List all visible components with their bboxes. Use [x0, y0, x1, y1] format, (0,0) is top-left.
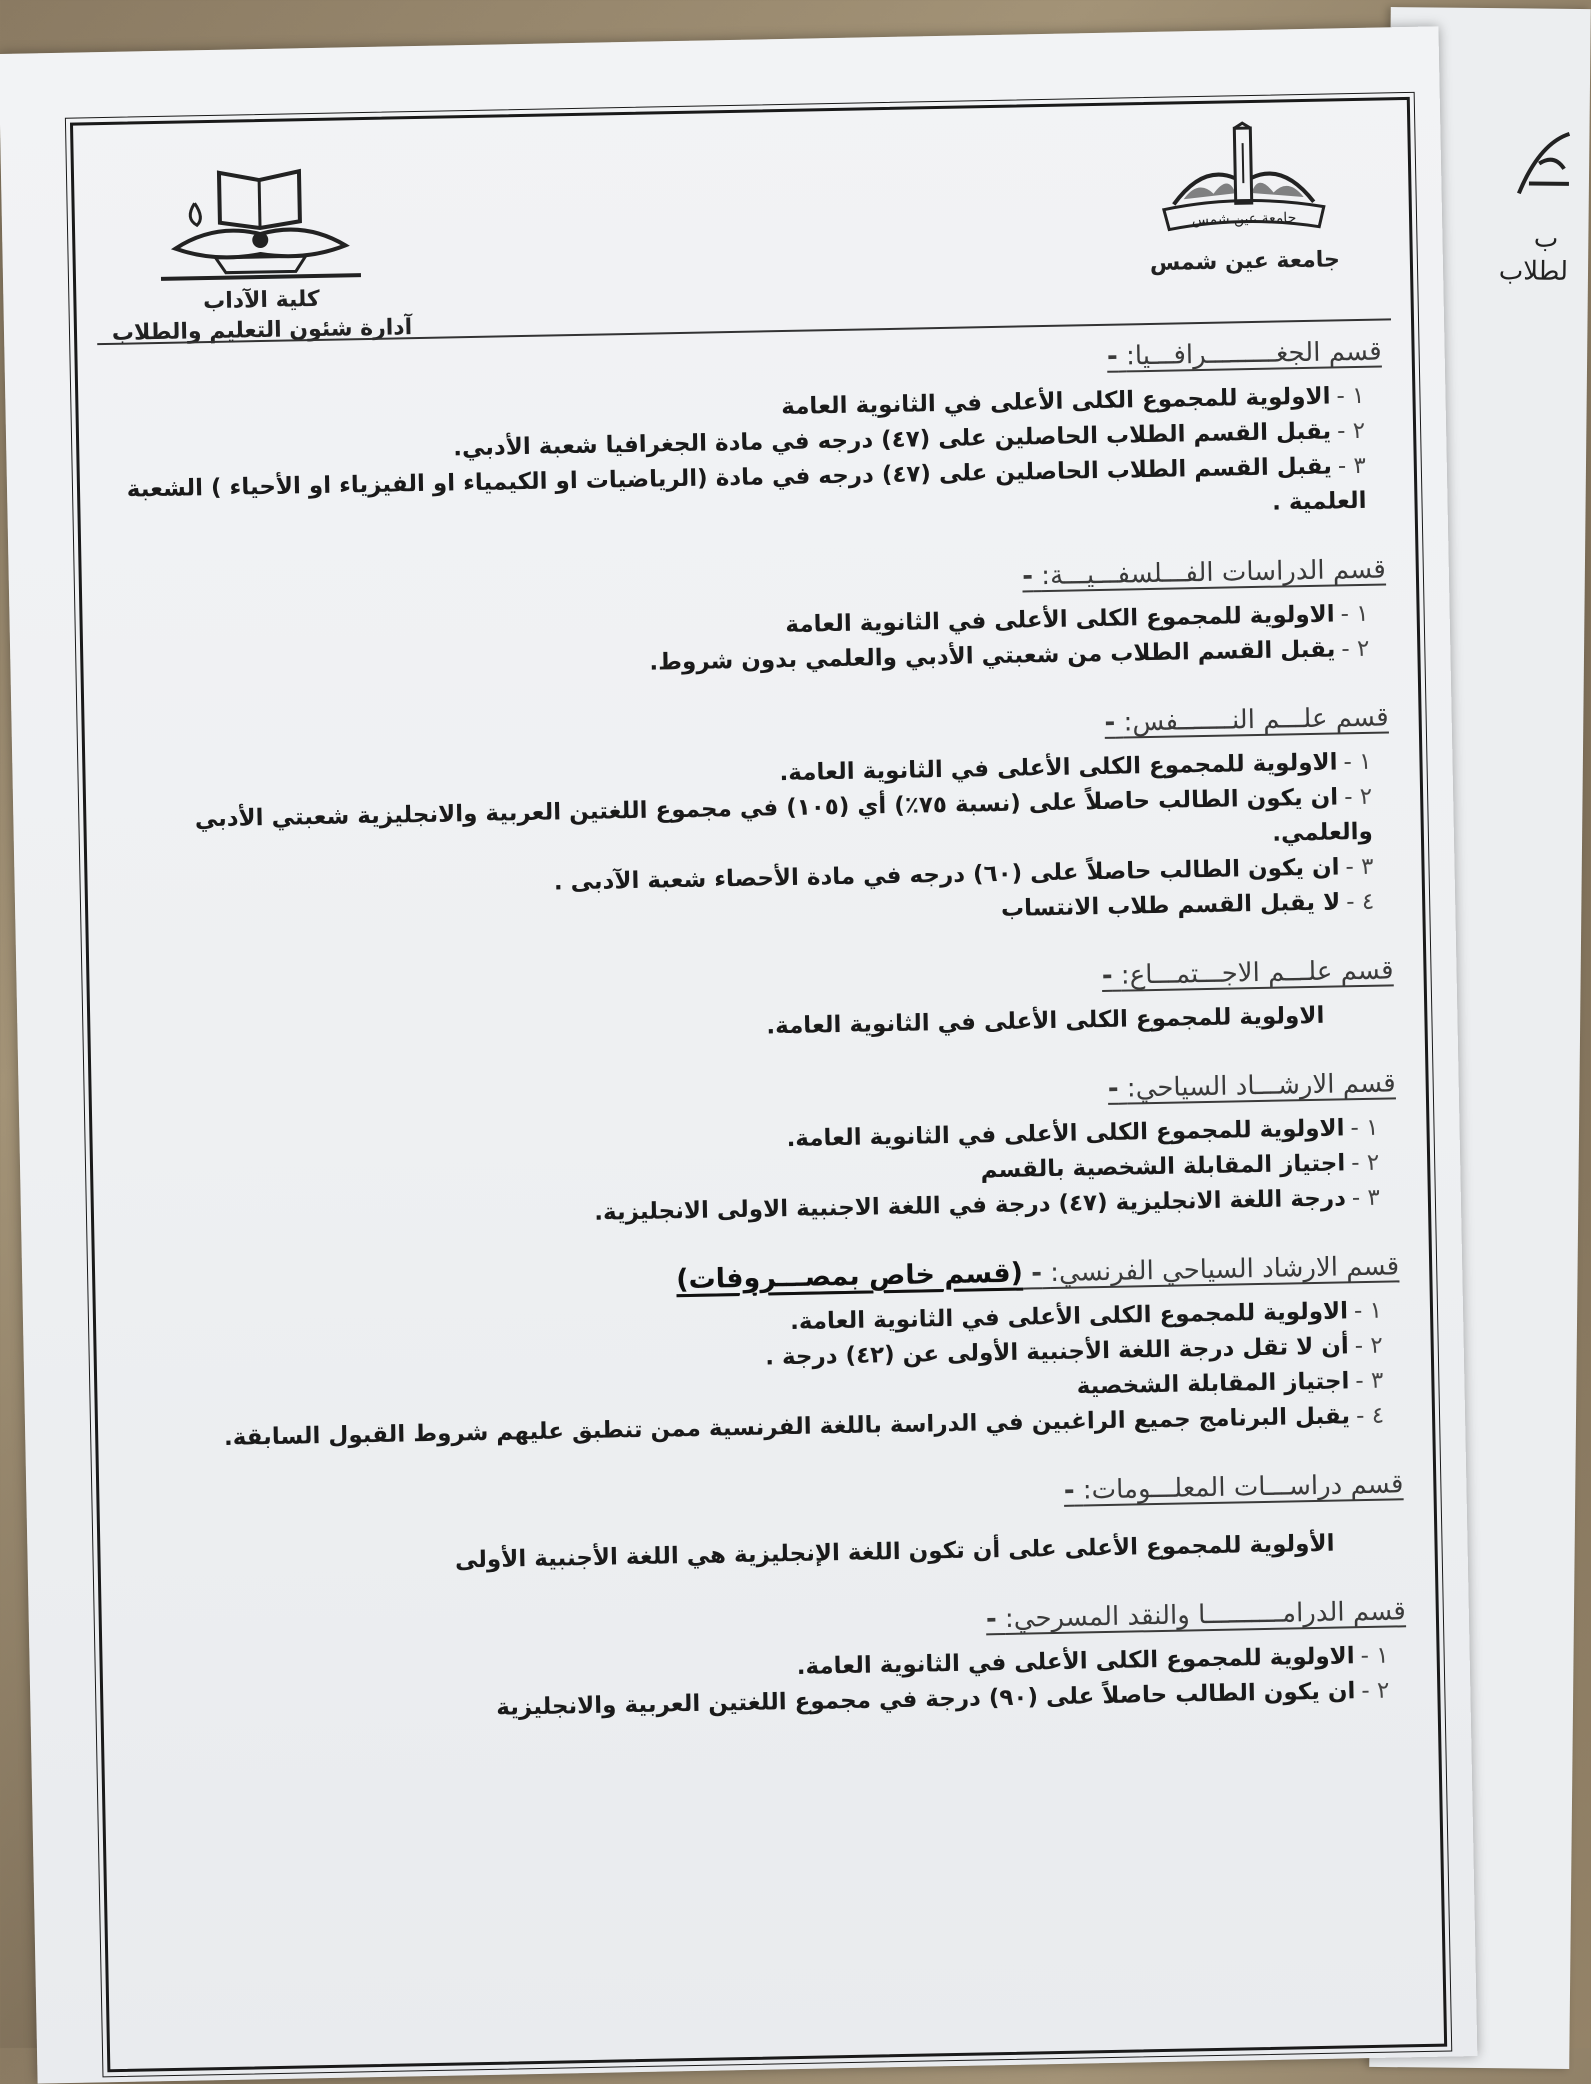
university-logo-text: جامعة عين شمس	[1191, 210, 1297, 229]
item-number: ٢ -	[1336, 417, 1366, 445]
university-name: جامعة عين شمس	[1149, 247, 1341, 276]
item-text: الاولوية للمجموع الكلى الأعلى في الثانوية العامة	[780, 383, 1331, 421]
item-text: اجتياز المقابلة الشخصية بالقسم	[980, 1150, 1346, 1184]
item-number: ١ -	[1340, 600, 1369, 628]
title-dash: -	[1107, 1073, 1119, 1104]
section-philosophy	[122, 550, 1388, 690]
item-text: يقبل القسم الطلاب الحاصلين على (٤٧) درجه في مادة الجغرافيا شعبة الأدبي.	[453, 418, 1332, 462]
page-border	[70, 97, 1447, 2072]
section-french-tourist-guidance	[135, 1247, 1402, 1457]
item-text: الاولوية للمجموع الكلى الأعلى في الثانوية العامة	[785, 601, 1335, 639]
section-geography	[117, 333, 1384, 543]
document-page	[0, 26, 1477, 2083]
item-number: ٣ -	[1345, 853, 1374, 881]
department-name: آدارة شئون التعليم والطلاب	[111, 315, 413, 346]
section-title: قسم علـــم الاجـــتمـــاع:	[1120, 955, 1394, 991]
item-number: ٣ -	[1355, 1367, 1384, 1395]
item-text: درجة اللغة الانجليزية (٤٧) درجة في اللغة الاجنبية الاولى الانجليزية.	[594, 1185, 1347, 1226]
title-dash: -	[1104, 707, 1116, 738]
document-body	[117, 333, 1408, 1751]
title-dash: -	[1063, 1475, 1075, 1506]
item-text: الأولوية للمجموع الأعلى على أن تكون اللغة الإنجليزية هي اللغة الأجنبية الأولى	[454, 1530, 1335, 1574]
item-number: ٣ -	[1351, 1184, 1381, 1212]
item-text: الاولوية للمجموع الكلى الأعلى في الثانوية العامة.	[796, 1643, 1355, 1680]
back-page-text: لطلاب	[1498, 256, 1569, 287]
item-number: ٢ -	[1354, 1332, 1383, 1360]
item-text: ان يكون الطالب حاصلاً على (٩٠) درجة في مجموع اللغتين العربية والانجليزية	[496, 1678, 1356, 1721]
item-text: أن لا تقل درجة اللغة الأجنبية الأولى عن (٤٢) درجة .	[764, 1333, 1349, 1371]
title-dash: -	[1101, 960, 1113, 991]
item-text: الاولوية للمجموع الكلى الأعلى في الثانوية العامة.	[779, 749, 1338, 787]
section-psychology	[125, 698, 1393, 943]
item-text: يقبل القسم الطلاب من شعبتي الأدبي والعلمي بدون شروط.	[649, 636, 1336, 676]
item-text: الاولوية للمجموع الكلى الأعلى في الثانوية العامة.	[789, 1298, 1349, 1336]
title-dash: -	[1021, 561, 1034, 592]
faculty-name: كلية الآداب	[202, 286, 320, 315]
item-number: ٤ -	[1345, 888, 1375, 916]
item-text: ان يكون الطالب حاصلاً على (نسبة ٧٥٪) أي (١٠٥) في مجموع اللغتين العربية والانجليزية شعبتي الأدبي والعلمي.	[194, 784, 1374, 847]
item-number: ٢ -	[1341, 635, 1370, 663]
section-title: قسم الدرامــــــــــا والنقد المسرحي:	[1004, 1596, 1407, 1634]
item-text: يقبل البرنامج جميع الراغبين في الدراسة باللغة الفرنسية ممن تنطبق عليهم شروط القبول السابقة.	[223, 1403, 1351, 1451]
section-title: قسم علـــم النـــــــفس:	[1123, 702, 1389, 738]
university-logo-icon	[1142, 121, 1344, 245]
faculty-header	[94, 159, 427, 349]
section-tourist-guidance	[132, 1064, 1399, 1239]
item-text: اجتياز المقابلة الشخصية	[1076, 1368, 1350, 1400]
item-text: الاولوية للمجموع الكلى الأعلى في الثانوية العامة.	[786, 1115, 1345, 1153]
item-number: ٢ -	[1343, 783, 1373, 811]
title-dash: -	[1030, 1258, 1043, 1289]
item-number: ١ -	[1360, 1642, 1389, 1670]
item-text: يقبل القسم الطلاب الحاصلين على (٤٧) درجه في مادة (الرياضيات او الكيمياء او الفيزياء او الأحياء ) الشعبة العلمية .	[126, 453, 1367, 516]
item-number: ٢ -	[1361, 1677, 1390, 1705]
section-title: قسم الجغـــــــــرافـــيا:	[1125, 336, 1382, 372]
title-dash: -	[985, 1604, 998, 1635]
item-number: ١ -	[1336, 382, 1365, 410]
item-number: ٣ -	[1337, 452, 1367, 480]
item-text: ان يكون الطالب حاصلاً على (٦٠) درجه في مادة الأحصاء شعبة الآدبى .	[553, 854, 1340, 896]
item-number: ١ -	[1343, 748, 1372, 776]
item-text: لا يقبل القسم طلاب الانتساب	[1000, 889, 1341, 922]
item-number: ١ -	[1353, 1297, 1383, 1325]
item-number: ٤ -	[1355, 1402, 1385, 1430]
section-title: قسم الارشـــاد السياحي:	[1126, 1068, 1396, 1104]
section-title: قسم الارشاد السياحي الفرنسي:	[1049, 1251, 1400, 1289]
item-number: ١ -	[1350, 1114, 1379, 1142]
back-page-text: ب	[1533, 223, 1559, 254]
section-title: قسم الدراسات الفـــلسفـــيـــة:	[1040, 554, 1387, 592]
faculty-logo-icon	[154, 160, 366, 284]
special-note: (قسم خاص بمصـــروفات)	[675, 1257, 1024, 1296]
section-drama	[142, 1592, 1408, 1732]
item-text: الاولوية للمجموع الكلى الأعلى في الثانوية العامة.	[766, 1002, 1325, 1040]
section-title: قسم دراســـات المعلـــومات:	[1082, 1469, 1404, 1506]
university-header	[1137, 121, 1350, 279]
back-page-logo-icon	[1509, 123, 1580, 204]
title-dash: -	[1106, 341, 1119, 372]
item-number: ٢ -	[1350, 1149, 1380, 1177]
